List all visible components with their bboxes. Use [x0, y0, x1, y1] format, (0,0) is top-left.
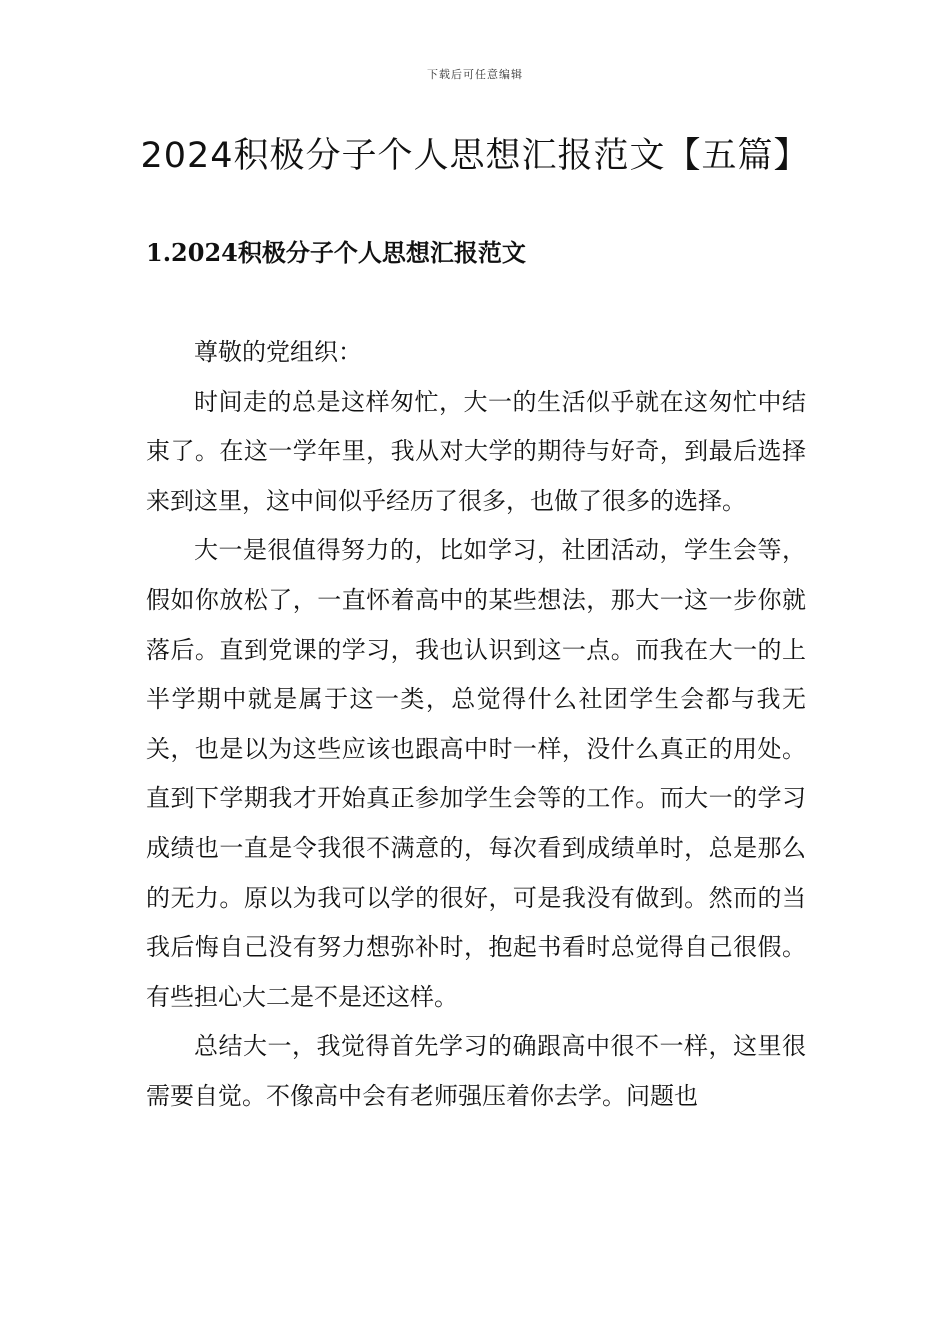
paragraph-3: 总结大一，我觉得首先学习的确跟高中很不一样，这里很需要自觉。不像高中会有老师强压着你去学。问题也 — [146, 1032, 806, 1110]
header-note: 下载后可任意编辑 — [427, 68, 523, 81]
paragraph-1: 时间走的总是这样匆忙，大一的生活似乎就在这匆忙中结束了。在这一学年里，我从对大学的期待与好奇，到最后选择来到这里，这中间似乎经历了很多，也做了很多的选择。 — [146, 387, 806, 515]
document-body — [146, 328, 806, 1122]
salutation: 尊敬的党组织： — [194, 338, 362, 366]
document-title: 2024积极分子个人思想汇报范文【五篇】 — [140, 136, 810, 176]
paragraph-2: 大一是很值得努力的，比如学习，社团活动，学生会等，假如你放松了，一直怀着高中的某些想法，那大一这一步你就落后。直到党课的学习，我也认识到这一点。而我在大一的上半学期中就是属于这一类，总觉得什么社团学生会都与我无关，也是以为这些应该也跟高中时一样，没什么真正的用处。直到下学期我才开始真正参加学生会等的工作。而大一的学习成绩也一直是令我很不满意的，每次看到成绩单时，总是那么的无力。原以为我可以学的很好，可是我没有做到。然而的当我后悔自己没有努力想弥补时，抱起书看时总觉得自己很假。有些担心大二是不是还这样。 — [146, 536, 806, 1011]
section-heading: 1.2024积极分子个人思想汇报范文 — [146, 238, 526, 267]
